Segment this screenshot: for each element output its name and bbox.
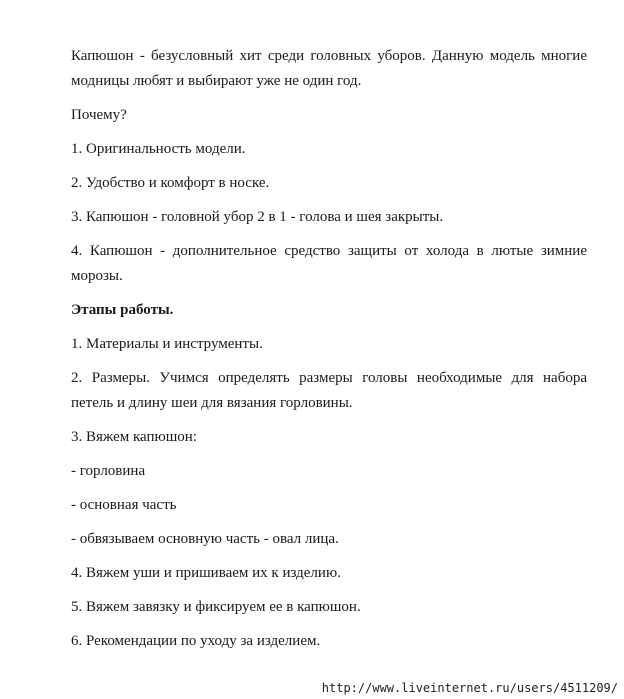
source-url-watermark: http://www.liveinternet.ru/users/4511209/: [321, 681, 618, 695]
stages-heading: Этапы работы.: [71, 302, 174, 318]
reason-3: 3. Капюшон - головной убор 2 в 1 - голова и шея закрыты.: [71, 209, 444, 225]
stage-2: 2. Размеры. Учимся определять размеры головы необходимые для набора петель и длину шеи для вязания горловины.: [71, 370, 587, 411]
stage-4: 4. Вяжем уши и пришиваем их к изделию.: [71, 565, 341, 581]
why-heading: Почему?: [71, 107, 127, 123]
document-body: [71, 44, 587, 663]
intro-paragraph: Капюшон - безусловный хит среди головных уборов. Данную модель многие модницы любят и выбирают уже не один год.: [71, 48, 587, 89]
stage-3-item-edging: - обвязываем основную часть - овал лица.: [71, 531, 339, 547]
reason-2: 2. Удобство и комфорт в носке.: [71, 175, 270, 191]
stage-1: 1. Материалы и инструменты.: [71, 336, 263, 352]
stage-3: 3. Вяжем капюшон:: [71, 429, 197, 445]
stage-3-item-neck: - горловина: [71, 463, 146, 479]
stage-5: 5. Вяжем завязку и фиксируем ее в капюшон.: [71, 599, 361, 615]
stage-6: 6. Рекомендации по уходу за изделием.: [71, 633, 321, 649]
reason-4: 4. Капюшон - дополнительное средство защиты от холода в лютые зимние морозы.: [71, 243, 587, 284]
reason-1: 1. Оригинальность модели.: [71, 141, 246, 157]
stage-3-item-main: - основная часть: [71, 497, 177, 513]
